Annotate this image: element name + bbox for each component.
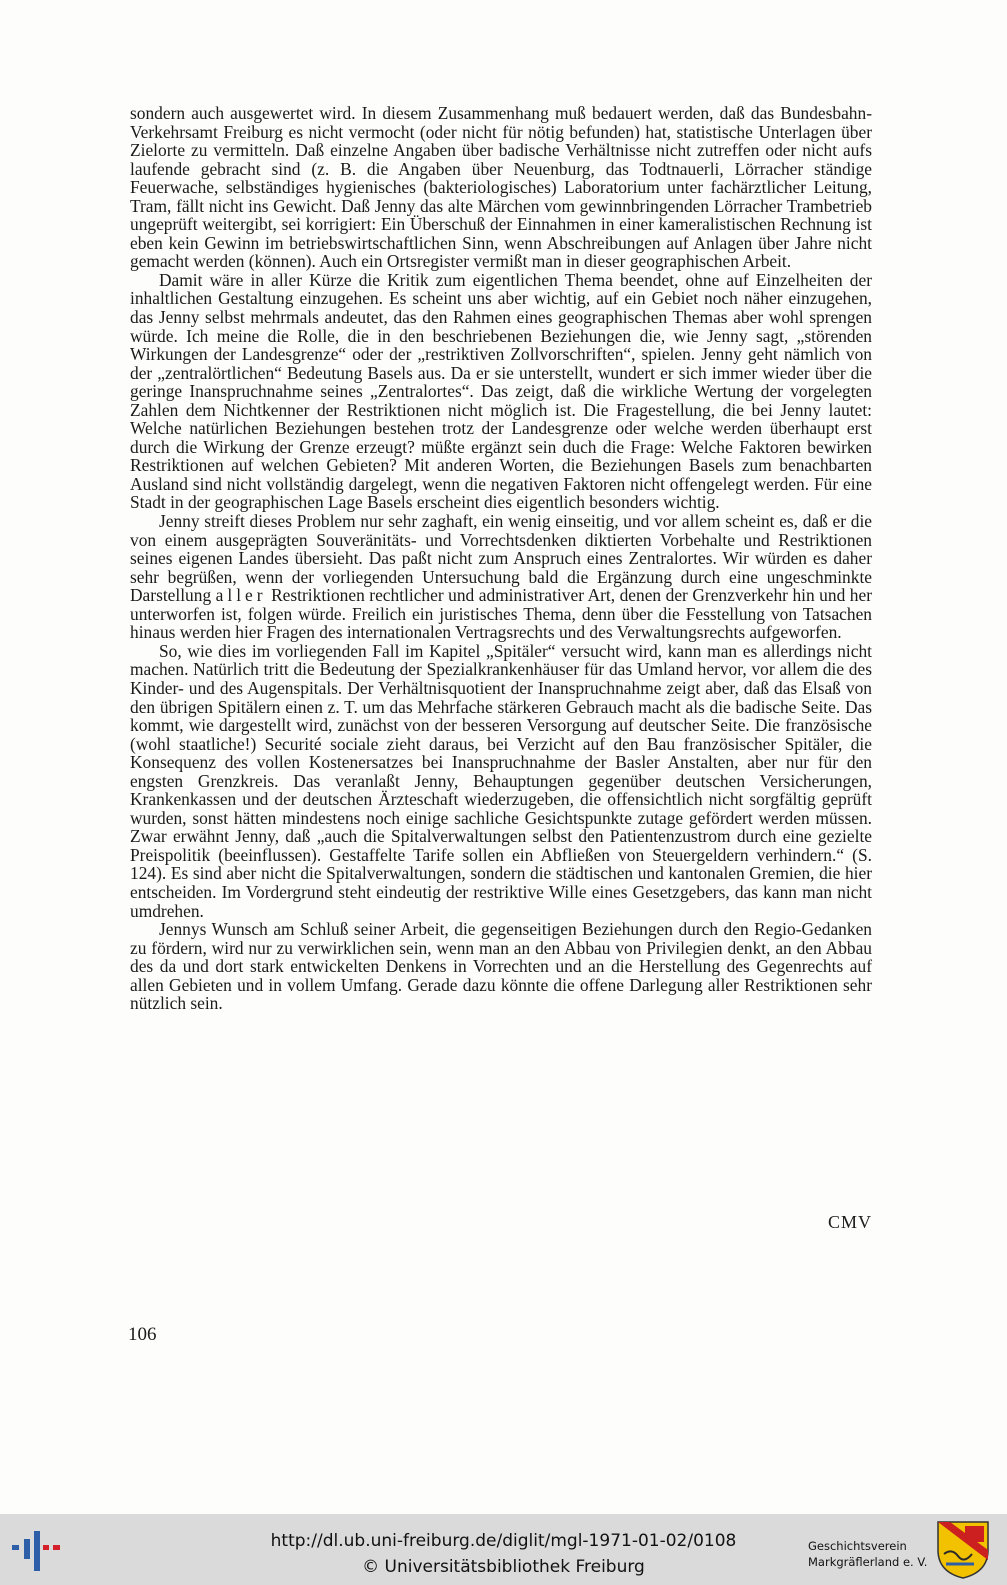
body-text [130,104,872,1013]
society-name [808,1538,928,1570]
paragraph [130,512,872,642]
paragraph-text: Jenny streift dieses Problem nur sehr zaghaft, ein wenig einseitig, und vor allem scheint es, daß er die von einem ausgeprägten Souveränitäts- und Vorrechtsdenken diktierten Vorbehalte und Restriktionen seines eigenen Landes übersieht. Das paßt nicht zum Anspruch eines Zentralortes. Wir würden es daher sehr begrüßen, wenn der vorliegenden Untersuchung bald die Ergänzung durch eine ungeschminkte Darstellung [130,511,872,606]
page-number: 106 [128,1324,157,1345]
markgraeflerland-crest-icon [936,1520,990,1580]
paragraph-text: Restriktionen rechtlicher und administrativer Art, denen der Grenzverkehr hin und her unterworfen ist, folgen würde. Freilich ein juristisches Thema, denn über die Fesstellung von Tatsachen hinaus werden hier Fragen des internationalen Vertragsrechts und des Verwaltungsrechts aufgeworfen. [130,585,872,643]
footer-bar [0,1514,1007,1585]
paragraph: sondern auch ausgewertet wird. In diesem Zusammenhang muß bedauert werden, daß das Bundesbahn-Verkehrsamt Freiburg es nicht vermocht (oder nicht für nötig befunden) hat, statistische Unterlagen über Zielorte zu vermitteln. Daß einzelne Angaben über badische Verhältnisse nicht zutreffen oder nicht aufs laufende gebracht sind (z. B. die Angaben über Neuenburg, das Todtnauerli, Lörracher ständige Feuerwache, selbständiges hygienisches (bakteriologisches) Laboratorium unter fachärztlicher Leitung, Tram, fällt nicht ins Gewicht. Daß Jenny das alte Märchen vom gewinnbringenden Lörracher Trambetrieb ungeprüft weitergibt, sei korrigiert: Ein Überschuß der Einnahmen in einer kameralistischen Rechnung ist eben kein Gewinn im betriebswirtschaftlichen Sinn, wenn Abschreibungen auf Anlagen über Jahre nicht gemacht werden (können). Auch ein Ortsregister vermißt man in dieser geographischen Arbeit. [130,103,872,272]
emphasized-word: aller [215,585,267,606]
paragraph: Damit wäre in aller Kürze die Kritik zum eigentlichen Thema beendet, ohne auf Einzelheiten der inhaltlichen Gestaltung einzugehen. Es scheint uns aber wichtig, auf ein Gebiet noch näher einzugehen, das Jenny selbst mehrmals andeutet, das den Rahmen eines geographischen Themas aber wohl sprengen würde. Ich meine die Rolle, die in den beschriebenen Beziehungen die, wie Jenny sagt, „störenden Wirkungen der Landesgrenze“ oder der „restriktiven Zollvorschriften“, spielen. Jenny geht nämlich von der „zentralörtlichen“ Bedeutung Basels aus. Da er sie unterstellt, wundert er sich immer wieder über die geringe Inanspruchnahme seines „Zentralortes“. Das zeigt, daß die wirkliche Wertung der vorgelegten Zahlen dem Nichtkenner der Restriktionen nicht möglich ist. Die Fragestellung, die bei Jenny lautet: Welche natürlichen Beziehungen bestehen trotz der Landesgrenze oder welche werden überhaupt erst durch die Wirkung der Grenze erzeugt? müßte ergänzt sein duch die Frage: Welche Faktoren bewirken Restriktionen auf welchen Gebieten? Mit anderen Worten, die Beziehungen Basels zum benachbarten Ausland sind nicht vollständig dargelegt, wenn die negativen Faktoren nicht offengelegt werden. Für eine Stadt in der geographischen Lage Basels erscheint dies eigentlich besonders wichtig. [130,269,872,513]
author-signature: CMV [827,1212,872,1232]
footer-copyright: © Universitätsbibliothek Freiburg [362,1557,645,1577]
society-line-2: Markgräflerland e. V. [808,1555,928,1569]
paragraph: Jennys Wunsch am Schluß seiner Arbeit, die gegenseitigen Beziehungen durch den Regio-Gedanken zu fördern, wird nur zu verwirklichen sein, wenn man an den Abbau von Privilegien denkt, an den Abbau des da und dort stark entwickelten Denkens in Vorrechten und an die Herstellung des Gegenrechts auf allen Gebieten und in vollem Umfang. Gerade dazu könnte die offene Darlegung aller Restriktionen sehr nützlich sein. [130,919,872,1014]
society-line-1: Geschichtsverein [808,1539,907,1553]
paragraph: So, wie dies im vorliegenden Fall im Kapitel „Spitäler“ versucht wird, kann man es allerdings nicht machen. Natürlich tritt die Bedeutung der Spezialkrankenhäuser für das Umland hervor, vor allem die des Kinder- und des Augenspitals. Der Verhältnisquotient der Inanspruchnahme zeigt aber, daß das Elsaß von den übrigen Spitälern einen z. T. um das Mehrfache stärkeren Gebrauch macht als die badische Seite. Das kommt, wie dargestellt wird, zunächst von der besseren Versorgung auf deutscher Seite. Die französische (wohl staatliche!) Securité sociale zieht daraus, bei Verzicht auf den Bau französischer Spitäler, die Konsequenz des vollen Kostenersatzes bei Inanspruchnahme der Basler Anstalten, aber nur für den engsten Grenzkreis. Das veranlaßt Jenny, Behauptungen gegenüber deutschen Versicherungen, Krankenkassen und der deutschen Ärzteschaft wiederzugeben, die offensichtlich nicht sorgfältig geprüft wurden, sonst hätten mindestens noch einige sachliche Gesichtspunkte zutage gefördert werden müssen. Zwar erwähnt Jenny, daß „auch die Spitalverwaltungen selbst den Patientenzustrom durch eine gezielte Preispolitik (beeinflussen). Gestaffelte Tarife sollen ein Abfließen von Steuergeldern verhindern.“ (S. 124). Es sind aber nicht die Spitalverwaltungen, sondern die städtischen und kantonalen Gremien, die hier entscheiden. Im Vordergrund steht eindeutig der restriktive Wille eines Gesetzgebers, das kann man nicht umdrehen. [130,640,872,921]
footer-url-link[interactable]: http://dl.ub.uni-freiburg.de/diglit/mgl-1971-01-02/0108 [270,1531,737,1551]
